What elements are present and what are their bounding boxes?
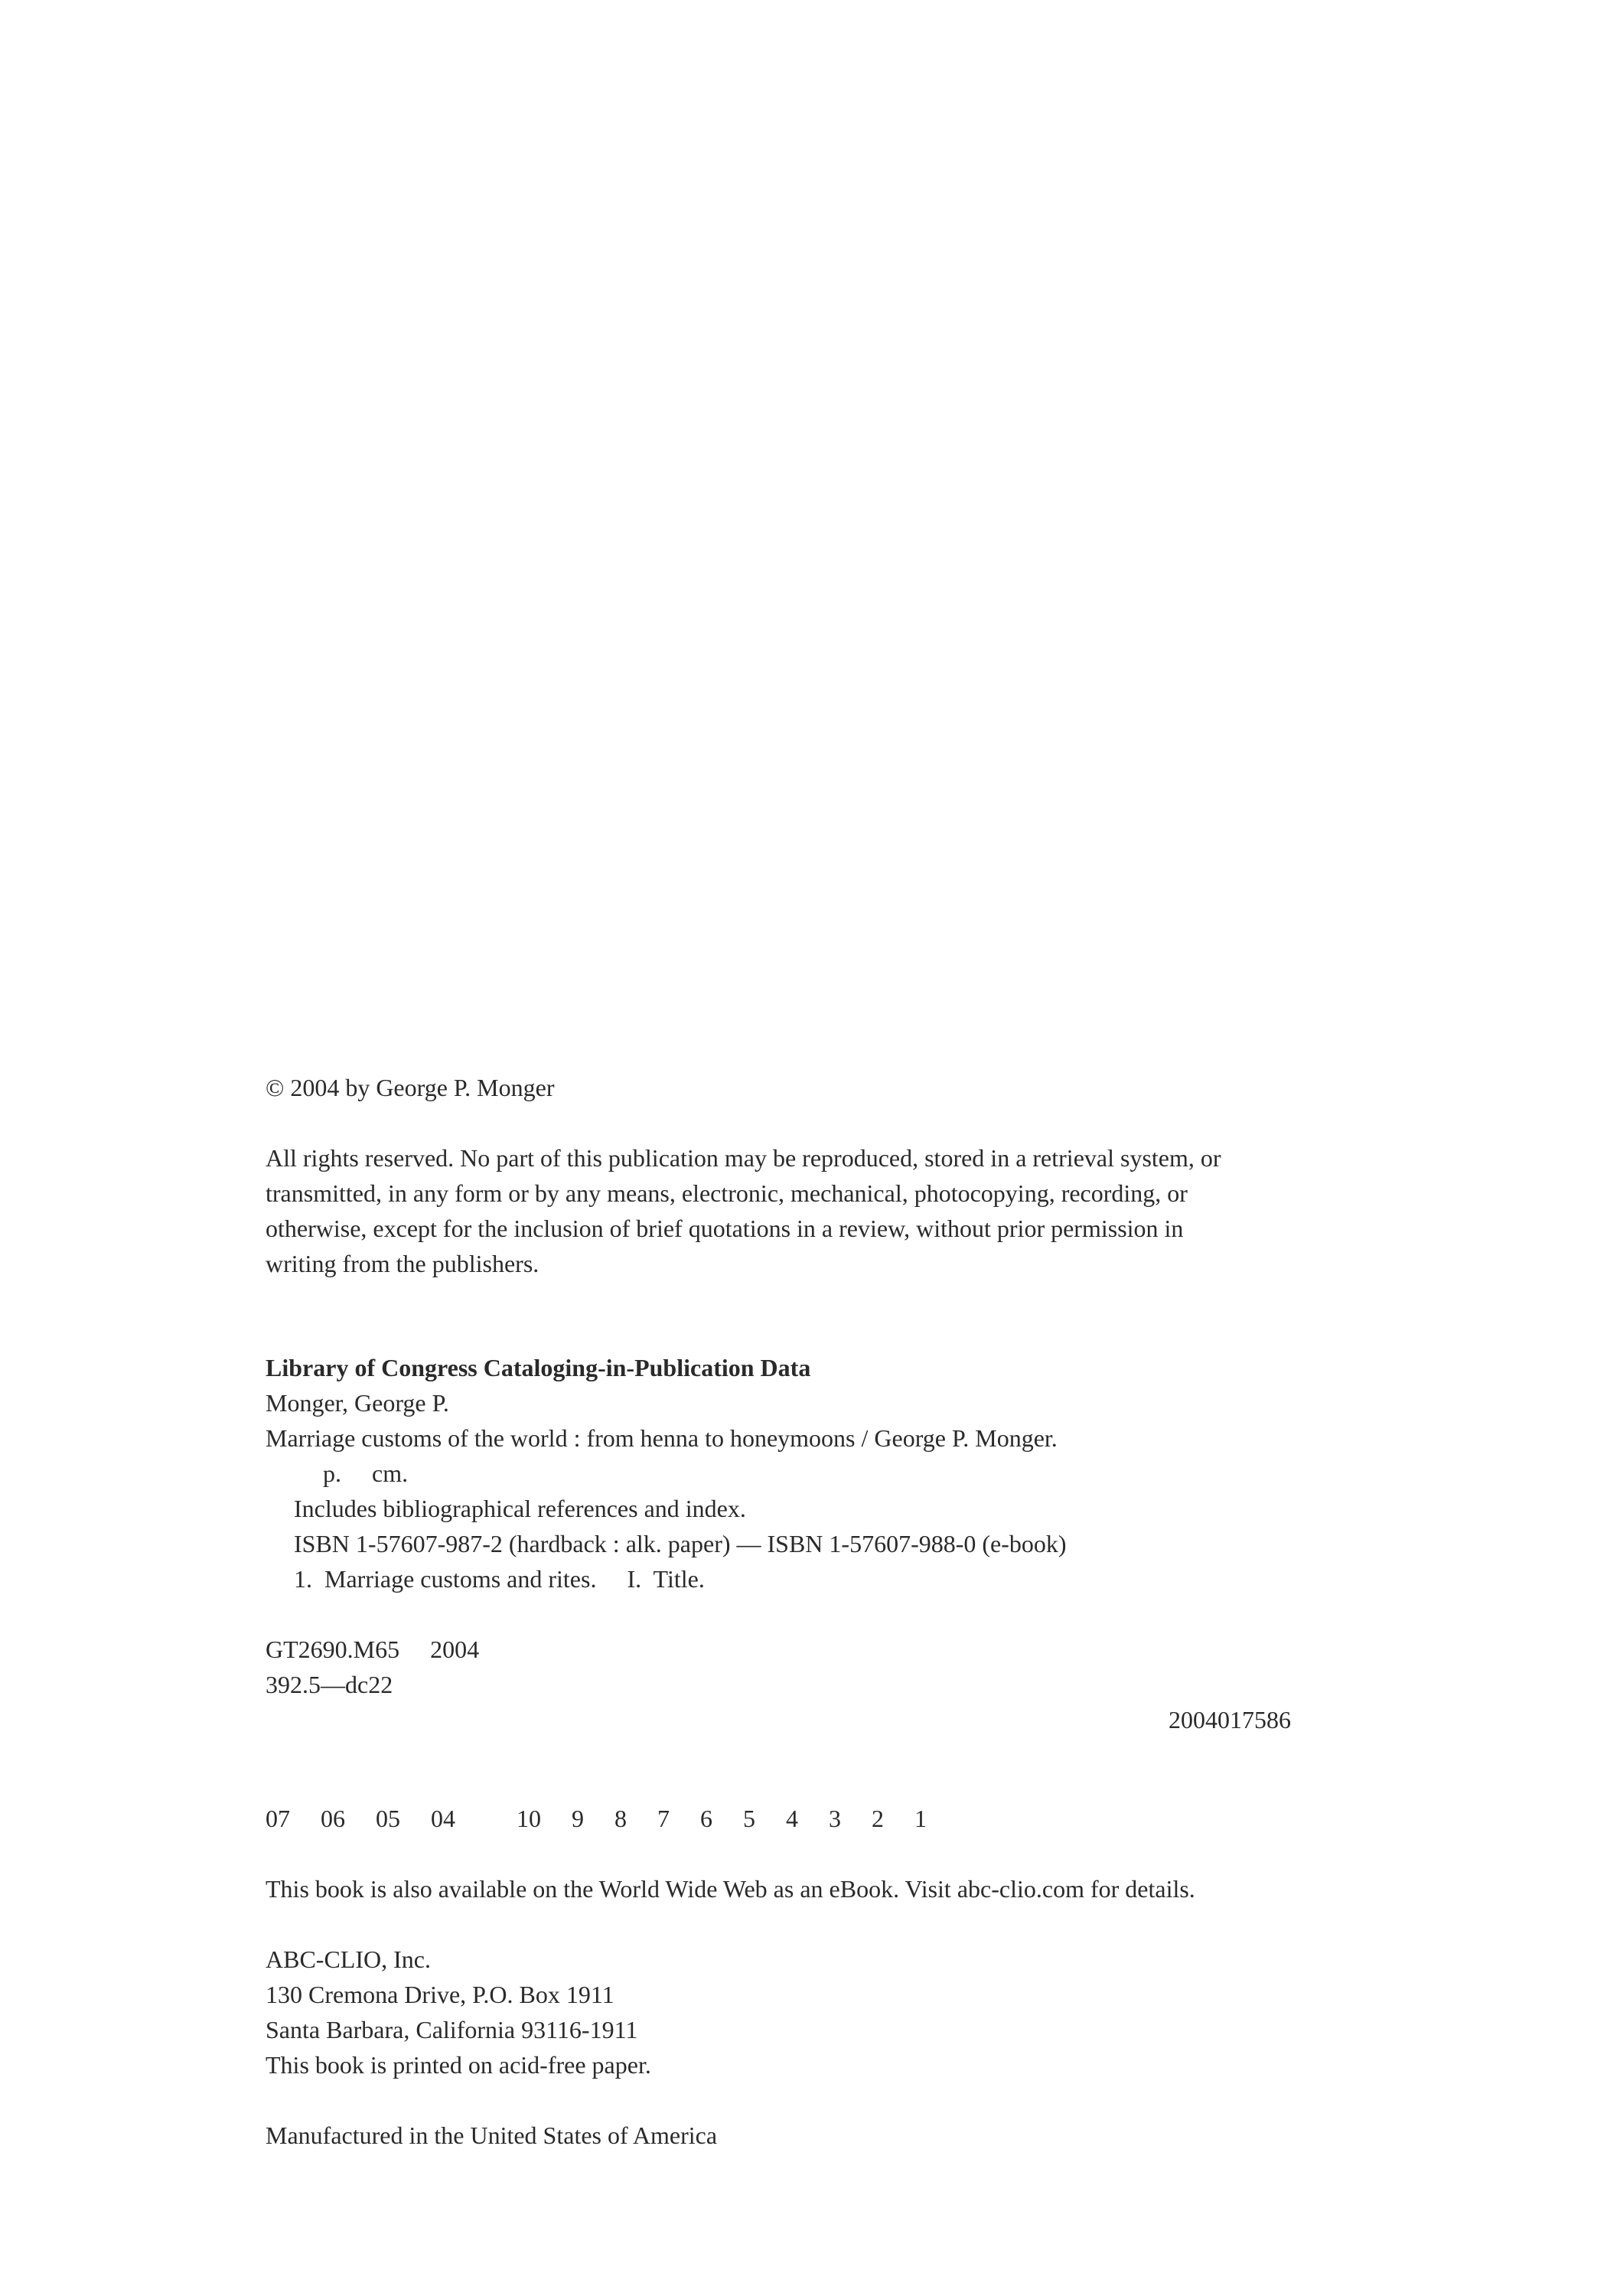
rights-line: writing from the publishers. [266,1250,539,1277]
cip-author: Monger, George P. [266,1389,449,1417]
copyright-notice: © 2004 by George P. Monger [266,1074,555,1101]
publisher-address-line: Santa Barbara, California 93116-1911 [266,2016,638,2043]
cip-physical-description: p. cm. [323,1459,409,1487]
cip-title-line: Marriage customs of the world : from henna to honeymoons / George P. Monger. [266,1424,1058,1452]
cip-lccn: 2004017586 [1169,1706,1291,1733]
rights-paragraph [266,1140,1291,1281]
publisher-address-line: 130 Cremona Drive, P.O. Box 1911 [266,1981,614,2008]
cip-isbn: ISBN 1-57607-987-2 (hardback : alk. paper) — ISBN 1-57607-988-0 (e-book) [294,1530,1067,1557]
paper-note: This book is printed on acid-free paper. [266,2051,651,2079]
manufactured-note: Manufactured in the United States of America [266,2122,718,2149]
rights-line: All rights reserved. No part of this publication may be reproduced, stored in a retrieval system, or [266,1144,1221,1172]
cip-dewey-classification: 392.5—dc22 [266,1671,393,1698]
cip-lc-classification: GT2690.M65 2004 [266,1636,480,1663]
cip-block [266,1350,1291,1737]
copyright-page-content [266,1070,1291,2153]
cip-notes: Includes bibliographical references and index. [294,1495,746,1522]
rights-line: otherwise, except for the inclusion of brief quotations in a review, without prior permission in [266,1215,1184,1242]
print-line: 07 06 05 04 10 9 8 7 6 5 4 3 2 1 [266,1805,927,1832]
cip-subjects: 1. Marriage customs and rites. I. Title. [294,1565,705,1593]
publisher-block [266,1942,1291,2082]
rights-line: transmitted, in any form or by any means, electronic, mechanical, photocopying, recording, or [266,1179,1188,1207]
cip-heading: Library of Congress Cataloging-in-Publication Data [266,1354,811,1381]
ebook-note: This book is also available on the World Wide Web as an eBook. Visit abc-clio.com for details. [266,1875,1195,1903]
publisher-name: ABC-CLIO, Inc. [266,1945,431,1973]
